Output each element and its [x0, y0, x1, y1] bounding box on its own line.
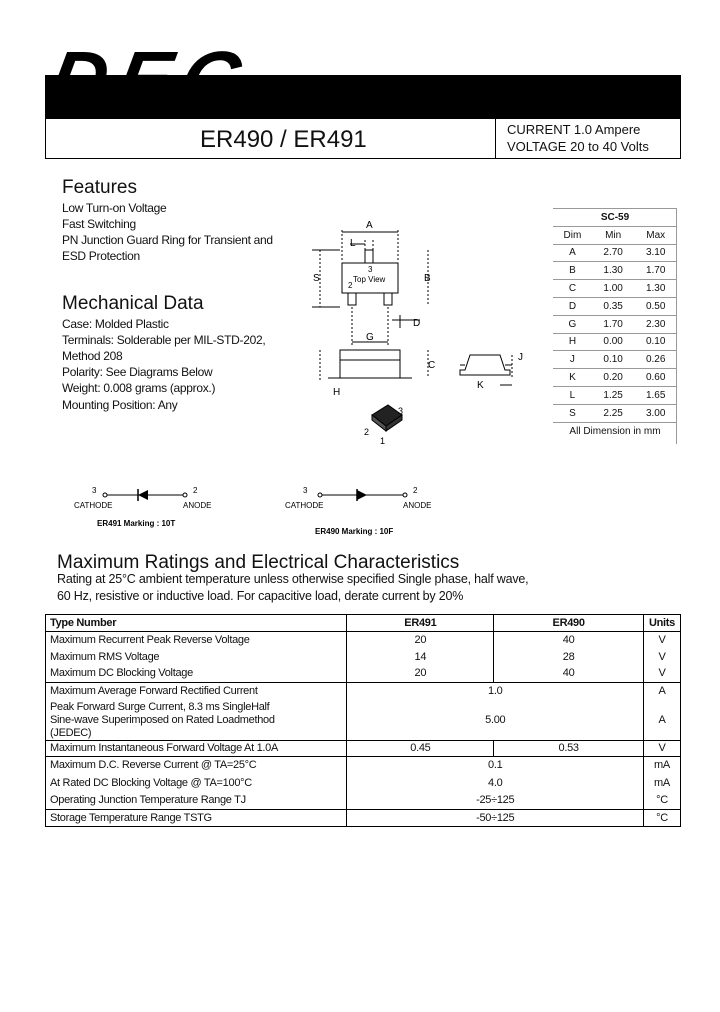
- pkg-pin3: 3: [398, 406, 404, 416]
- ratings-note-2: 60 Hz, resistive or inductive load. For capacitive load, derate current by 20%: [57, 589, 464, 603]
- dim-row: J 0.10 0.26: [553, 351, 677, 369]
- ratings-note-1: Rating at 25°C ambient temperature unless otherwise specified Single phase, half wave,: [57, 572, 529, 586]
- dim-label-S: S: [313, 273, 320, 284]
- table-row: Storage Temperature Range TSTG -50÷125 °C: [46, 810, 681, 827]
- col-er490: ER490: [494, 615, 644, 632]
- pin-right: 2: [413, 486, 418, 495]
- table-row: Maximum Recurrent Peak Reverse Voltage 20 40 V: [46, 632, 681, 649]
- table-row: Peak Forward Surge Current, 8.3 ms SingleHalf Sine-wave Superimposed on Rated Loadmethod (JEDEC) 5.00 A: [46, 701, 681, 741]
- feature-item: PN Junction Guard Ring for Transient and: [62, 233, 273, 247]
- dim-label-J: J: [518, 352, 523, 363]
- features-heading: Features: [62, 177, 137, 198]
- part-title: ER490 / ER491: [200, 126, 367, 153]
- pkg-pin2: 2: [364, 427, 370, 437]
- package-outline-diagram: [300, 210, 550, 460]
- dim-label-C: C: [428, 360, 436, 371]
- dim-label-L: L: [350, 238, 356, 249]
- cathode-label: CATHODE: [285, 501, 324, 510]
- table-row: Maximum DC Blocking Voltage 20 40 V: [46, 666, 681, 683]
- table-row: Maximum Average Forward Rectified Current 1.0 A: [46, 683, 681, 701]
- table-row: Maximum D.C. Reverse Current @ TA=25°C 0.1 mA: [46, 757, 681, 775]
- table-row: At Rated DC Blocking Voltage @ TA=100°C 4.0 mA: [46, 775, 681, 793]
- dim-header: Dim: [563, 229, 582, 241]
- cathode-label: CATHODE: [74, 501, 113, 510]
- dim-label-K: K: [477, 380, 484, 391]
- table-row: Maximum Instantaneous Forward Voltage At 1.0A 0.45 0.53 V: [46, 741, 681, 757]
- dim-row: A 2.70 3.10: [553, 244, 677, 262]
- current-rating: CURRENT 1.0 Ampere: [507, 122, 641, 137]
- title-divider: [495, 119, 496, 159]
- mechanical-item: Case: Molded Plastic: [62, 317, 169, 331]
- mechanical-item: Weight: 0.008 grams (approx.): [62, 381, 216, 395]
- dim-header: Max: [646, 229, 666, 241]
- side-view-body: [340, 350, 400, 378]
- mechanical-item: Polarity: See Diagrams Below: [62, 365, 213, 379]
- dim-label-G: G: [366, 332, 374, 343]
- dim-label-B: B: [424, 273, 431, 284]
- er491-marking-diagram: [70, 485, 250, 535]
- pkg-pin1: 1: [380, 436, 386, 446]
- pin-left: 3: [303, 486, 308, 495]
- col-er491: ER491: [347, 615, 494, 632]
- dim-header: Min: [605, 229, 622, 241]
- pin-left: 3: [92, 486, 97, 495]
- ratings-table: [45, 614, 681, 827]
- pin2-label: 2: [348, 281, 353, 290]
- dim-footer: All Dimension in mm: [569, 425, 661, 437]
- anode-label: ANODE: [403, 501, 432, 510]
- pin3-label: 3: [368, 265, 373, 274]
- dim-label-H: H: [333, 387, 341, 398]
- table-row: Maximum RMS Voltage 14 28 V: [46, 649, 681, 666]
- col-type: Type Number: [46, 615, 347, 632]
- dim-row: H 0.00 0.10: [553, 333, 677, 351]
- marking-label: ER490 Marking : 10F: [315, 527, 394, 536]
- mechanical-item: Method 208: [62, 349, 123, 363]
- dim-table-title: SC-59: [600, 211, 630, 223]
- pin-right: 2: [193, 486, 198, 495]
- marking-label: ER491 Marking : 10T: [97, 519, 176, 528]
- feature-item: Fast Switching: [62, 217, 136, 231]
- dim-row: B 1.30 1.70: [553, 262, 677, 280]
- dim-row: G 1.70 2.30: [553, 315, 677, 333]
- dim-row: S 2.25 3.00: [553, 404, 677, 422]
- mechanical-heading: Mechanical Data: [62, 293, 204, 314]
- dim-frame: [553, 208, 677, 444]
- dim-label-A: A: [366, 220, 373, 231]
- col-units: Units: [643, 615, 680, 632]
- dim-row: K 0.20 0.60: [553, 369, 677, 387]
- er490-marking-diagram: [285, 485, 465, 540]
- anode-label: ANODE: [183, 501, 212, 510]
- dim-row: D 0.35 0.50: [553, 297, 677, 315]
- dim-row: C 1.00 1.30: [553, 280, 677, 298]
- logo: DEC: [42, 35, 257, 124]
- mechanical-item: Mounting Position: Any: [62, 398, 178, 412]
- table-row: Operating Junction Temperature Range TJ -25÷125 °C: [46, 793, 681, 810]
- voltage-rating: VOLTAGE 20 to 40 Volts: [507, 139, 649, 154]
- feature-item: ESD Protection: [62, 249, 140, 263]
- top-view-label: Top View: [353, 275, 386, 284]
- max-ratings-heading: Maximum Ratings and Electrical Characteristics: [57, 552, 460, 573]
- feature-item: Low Turn-on Voltage: [62, 201, 167, 215]
- dim-row: L 1.25 1.65: [553, 386, 677, 404]
- dim-label-D: D: [413, 318, 421, 329]
- mechanical-item: Terminals: Solderable per MIL-STD-202,: [62, 333, 266, 347]
